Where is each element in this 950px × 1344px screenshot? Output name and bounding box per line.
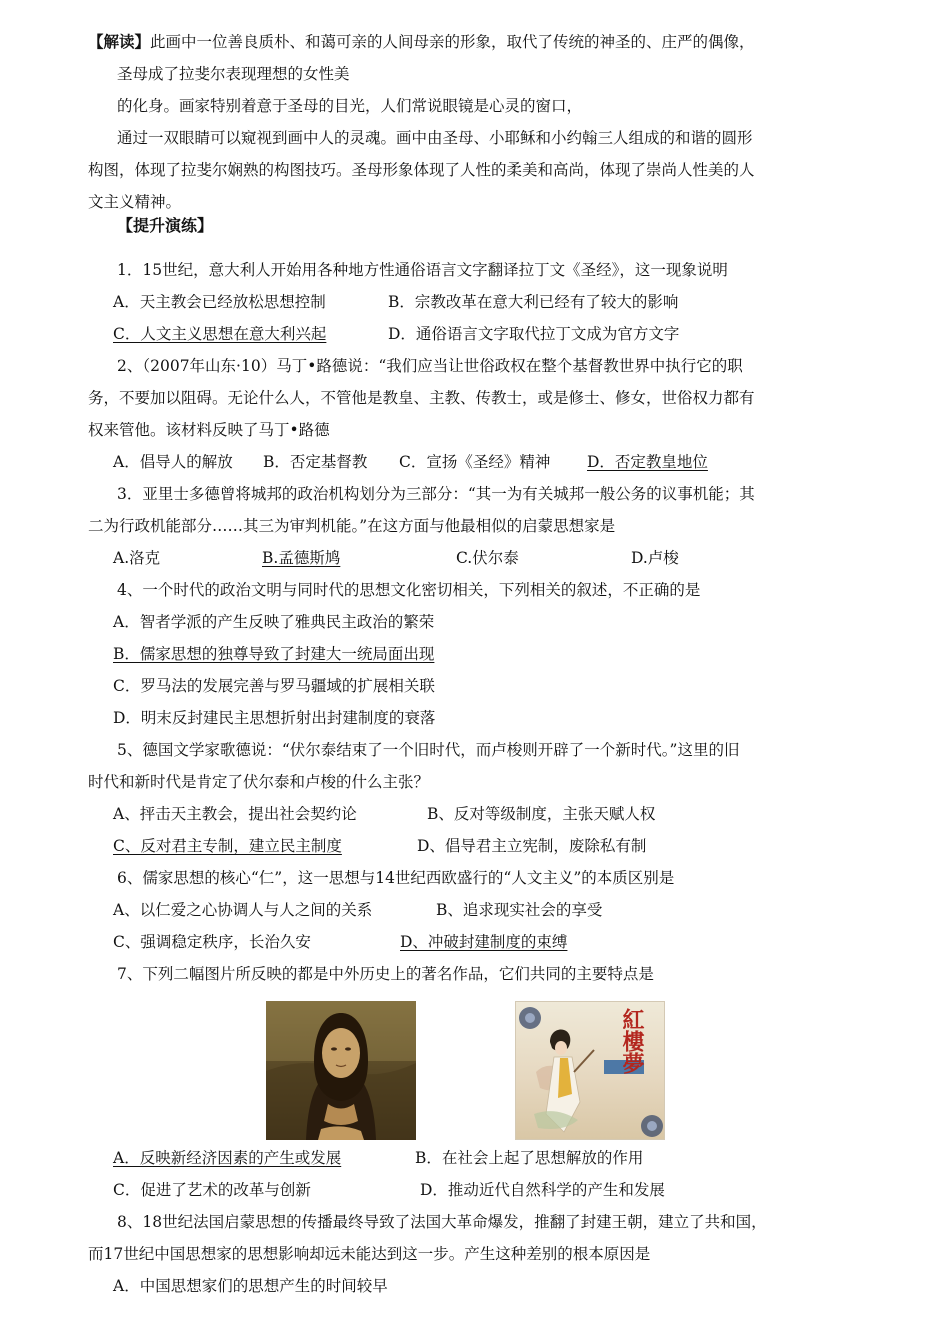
- intro-label: 【解读】: [88, 32, 151, 51]
- q1-option-a: A．天主教会已经放松思想控制: [113, 293, 326, 311]
- q7-option-c: C．促进了艺术的改革与创新: [113, 1181, 311, 1199]
- q3-stem-1: 3．亚里士多德曾将城邦的政治机构划分为三部分：“其一为有关城邦一般公务的议事机能；其: [117, 485, 755, 503]
- q6-option-d: D、冲破封建制度的束缚: [400, 933, 568, 951]
- q7-option-a: A．反映新经济因素的产生或发展: [113, 1149, 342, 1167]
- cover-title: 紅樓夢: [619, 1008, 645, 1074]
- q1-option-b: B．宗教改革在意大利已经有了较大的影响: [388, 293, 679, 311]
- intro-line-1: [88, 32, 755, 52]
- q7-option-d: D．推动近代自然科学的产生和发展: [420, 1181, 665, 1199]
- q4-option-b: B．儒家思想的独尊导致了封建大一统局面出现: [113, 645, 435, 663]
- hongloumeng-cover-image: [515, 1001, 665, 1140]
- q8-option-a: A．中国思想家们的思想产生的时间较早: [113, 1277, 388, 1295]
- intro-line-5: 构图，体现了拉斐尔娴熟的构图技巧。圣母形象体现了人性的柔美和高尚，体现了崇尚人性美的人: [88, 161, 755, 179]
- q8-stem-2: 而17世纪中国思想家的思想影响却远未能达到这一步。产生这种差别的根本原因是: [88, 1245, 651, 1263]
- intro-line-4: 通过一双眼睛可以窥视到画中人的灵魂。画中由圣母、小耶稣和小约翰三人组成的和谐的圆形: [117, 129, 753, 147]
- q4-option-a: A．智者学派的产生反映了雅典民主政治的繁荣: [113, 613, 435, 631]
- q6-option-c: C、强调稳定秩序，长治久安: [113, 933, 311, 951]
- q2-option-a: A．倡导人的解放: [113, 453, 233, 471]
- q7-option-b: B．在社会上起了思想解放的作用: [415, 1149, 644, 1167]
- q5-option-c: C、反对君主专制，建立民主制度: [113, 837, 342, 855]
- q3-option-b: B.孟德斯鸠: [262, 549, 341, 567]
- q1-option-c: C．人文主义思想在意大利兴起: [113, 325, 327, 343]
- q2-stem-2: 务，不要加以阻碍。无论什么人，不管他是教皇、主教、传教士，或是修士、修女，世俗权力都有: [88, 389, 755, 407]
- q6-option-b: B、追求现实社会的享受: [436, 901, 603, 919]
- intro-line-2: 圣母成了拉斐尔表现理想的女性美: [117, 65, 350, 83]
- q2-option-d: D．否定教皇地位: [587, 453, 708, 471]
- intro-text-1: 此画中一位善良质朴、和蔼可亲的人间母亲的形象，取代了传统的神圣的、庄严的偶像，: [150, 33, 755, 51]
- q3-option-d: D.卢梭: [631, 549, 679, 567]
- section-title: 【提升演练】: [117, 216, 214, 235]
- mona-lisa-drawing: [266, 1001, 416, 1140]
- q3-option-a: A.洛克: [113, 549, 161, 567]
- q5-option-a: A、抨击天主教会，提出社会契约论: [113, 805, 357, 823]
- q1-option-d: D．通俗语言文字取代拉丁文成为官方文字: [388, 325, 680, 343]
- q3-option-c: C.伏尔泰: [456, 549, 519, 567]
- q8-stem-1: 8、18世纪法国启蒙思想的传播最终导致了法国大革命爆发，推翻了封建王朝，建立了共和国，: [117, 1213, 767, 1231]
- intro-line-6: 文主义精神。: [88, 193, 182, 211]
- q5-option-d: D、倡导君主立宪制，废除私有制: [417, 837, 647, 855]
- q3-stem-2: 二为行政机能部分……其三为审判机能。”在这方面与他最相似的启蒙思想家是: [88, 517, 616, 535]
- q2-option-b: B．否定基督教: [263, 453, 368, 471]
- q2-stem-3: 权来管他。该材料反映了马丁•路德: [88, 421, 330, 439]
- q2-option-c: C．宣扬《圣经》精神: [399, 453, 551, 471]
- intro-line-3: 的化身。画家特别着意于圣母的目光，人们常说眼镜是心灵的窗口，: [117, 97, 583, 115]
- q6-stem: 6、儒家思想的核心“仁”，这一思想与14世纪西欧盛行的“人文主义”的本质区别是: [117, 869, 675, 887]
- q4-stem: 4、一个时代的政治文明与同时代的思想文化密切相关，下列相关的叙述，不正确的是: [117, 581, 701, 599]
- q5-option-b: B、反对等级制度，主张天赋人权: [427, 805, 656, 823]
- q1-stem: 1．15世纪，意大利人开始用各种地方性通俗语言文字翻译拉丁文《圣经》，这一现象说明: [117, 261, 728, 279]
- q4-option-d: D．明末反封建民主思想折射出封建制度的衰落: [113, 709, 436, 727]
- q5-stem-2: 时代和新时代是肯定了伏尔泰和卢梭的什么主张？: [88, 773, 430, 791]
- q7-stem: 7、下列二幅图片所反映的都是中外历史上的著名作品，它们共同的主要特点是: [117, 965, 654, 983]
- q2-stem-1: 2、（2007年山东·10）马丁•路德说：“我们应当让世俗政权在整个基督教世界中执行它的职: [117, 357, 743, 375]
- q6-option-a: A、以仁爱之心协调人与人之间的关系: [113, 901, 373, 919]
- q5-stem-1: 5、德国文学家歌德说：“伏尔泰结束了一个旧时代，而卢梭则开辟了一个新时代。”这里的旧: [117, 741, 740, 759]
- mona-lisa-image: [266, 1001, 416, 1140]
- q4-option-c: C．罗马法的发展完善与罗马疆域的扩展相关联: [113, 677, 435, 695]
